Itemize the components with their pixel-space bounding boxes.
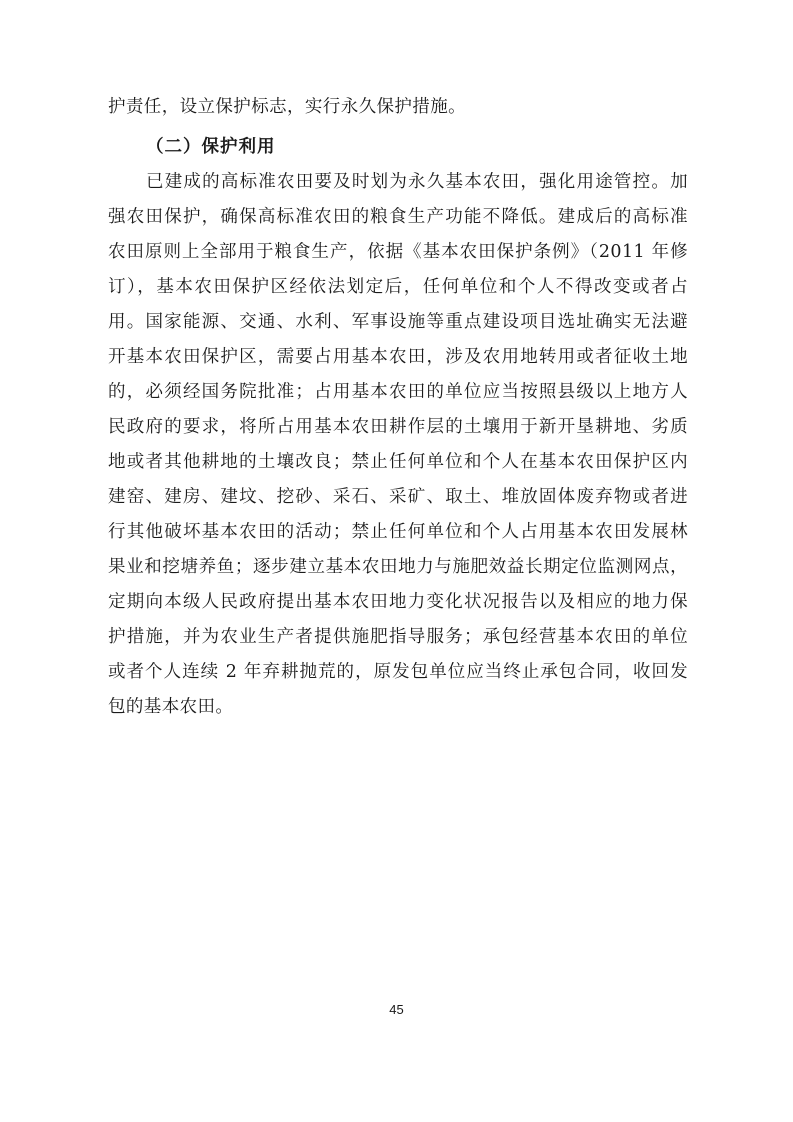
paragraph-line: 民政府的要求，将所占用基本农田耕作层的土壤用于新开垦耕地、劣质 (108, 417, 688, 437)
paragraph-line: 强农田保护，确保高标准农田的粮食生产功能不降低。建成后的高标准 (108, 207, 688, 227)
paragraph-line: 开基本农田保护区，需要占用基本农田，涉及农用地转用或者征收土地 (108, 347, 688, 367)
continuation-line: 护责任，设立保护标志，实行永久保护措施。 (108, 97, 466, 117)
section-heading: （二）保护利用 (146, 137, 276, 157)
paragraph-line: 建窑、建房、建坟、挖砂、采石、采矿、取土、堆放固体废弃物或者进 (108, 487, 688, 507)
paragraph-line: 地或者其他耕地的土壤改良；禁止任何单位和个人在基本农田保护区内 (108, 452, 688, 472)
paragraph-line: 定期向本级人民政府提出基本农田地力变化状况报告以及相应的地力保 (108, 592, 688, 612)
paragraph-line: 或者个人连续 2 年弃耕抛荒的，原发包单位应当终止承包合同，收回发 (108, 662, 688, 682)
paragraph-line: 用。国家能源、交通、水利、军事设施等重点建设项目选址确实无法避 (108, 312, 688, 332)
paragraph-line: 果业和挖塘养鱼；逐步建立基本农田地力与施肥效益长期定位监测网点， (108, 557, 688, 577)
paragraph-line: 已建成的高标准农田要及时划为永久基本农田，强化用途管控。加 (146, 172, 688, 192)
paragraph-line: 的，必须经国务院批准；占用基本农田的单位应当按照县级以上地方人 (108, 382, 688, 402)
paragraph-line: 包的基本农田。 (108, 697, 234, 717)
paragraph-line: 农田原则上全部用于粮食生产，依据《基本农田保护条例》（2011 年修 (108, 242, 688, 262)
paragraph-line: 订），基本农田保护区经依法划定后，任何单位和个人不得改变或者占 (108, 277, 688, 297)
page-number: 45 (389, 1002, 404, 1017)
paragraph-line: 行其他破坏基本农田的活动；禁止任何单位和个人占用基本农田发展林 (108, 522, 688, 542)
paragraph-line: 护措施，并为农业生产者提供施肥指导服务；承包经营基本农田的单位 (108, 627, 688, 647)
